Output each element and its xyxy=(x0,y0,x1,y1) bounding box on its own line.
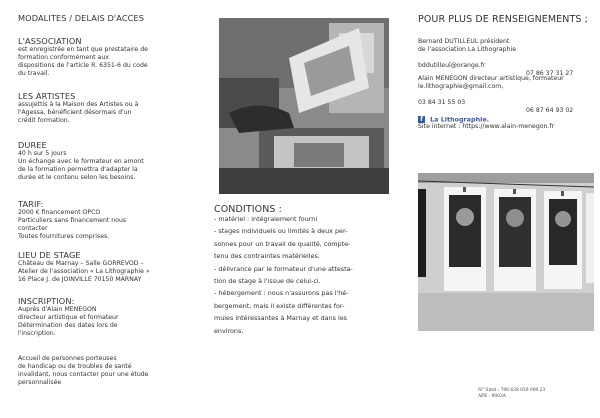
facebook-icon[interactable]: f xyxy=(418,116,425,123)
accessibility-text: Accueil de personnes porteuses de handicap ou de troubles de santé invalidant, nous contacter pour une étude personnalisée xyxy=(18,355,149,387)
contact2-line1: Alain MENEGON directeur artistique, formateur xyxy=(418,75,564,82)
condition-line: tenu des contraintes matérielles. xyxy=(214,252,320,261)
tarif-text: 2000 € financement OPCO Particuliers sans financement nous contacter Toutes fournitures comprises. xyxy=(18,209,127,241)
contact1-line2: de l'association La Lithographie xyxy=(418,46,517,54)
prints-photo xyxy=(418,173,594,331)
lieu-heading: LIEU DE STAGE xyxy=(18,250,81,260)
artists-heading: LES ARTISTES xyxy=(18,91,76,101)
conditions-list xyxy=(214,213,394,337)
contact1-email[interactable]: bddutilleul@orange.fr xyxy=(418,62,486,70)
inscription-heading: INSCRIPTION: xyxy=(18,296,75,306)
contact2-phone1[interactable]: 03 84 31 55 03 xyxy=(418,99,466,107)
info-title: POUR PLUS DE RENSEIGNEMENTS ; xyxy=(418,14,588,25)
condition-line: bergement, mais il existe différentes for- xyxy=(214,301,345,310)
inscription-text: Auprès d'Alain MENEGON directeur artistique et formateur Détermination des dates lors de l'inscription. xyxy=(18,306,119,338)
contact1-line1: Bernard DUTILLEUL président xyxy=(418,38,510,45)
ape-code: APE : 9003A xyxy=(478,394,506,399)
duration-text: 40 h sur 5 jours Un échange avec le formateur en amont de la formation permettra d'adapter la durée et le contenu selon les besoins. xyxy=(18,150,144,182)
artists-text: assujettis à la Maison des Artistes ou à l'Agessa, bénéficient désormais d'un crédit formation. xyxy=(18,101,139,125)
contact2-phone2[interactable]: 06 87 64 93 02 xyxy=(526,107,574,115)
condition-line: sonnes pour un travail de qualité, compte- xyxy=(214,239,351,248)
condition-line: tion de stage à l'issue de celui-ci. xyxy=(214,277,321,286)
facebook-link[interactable]: La Lithographie. xyxy=(430,115,490,124)
workshop-photo xyxy=(219,18,389,194)
conditions-title: CONDITIONS : xyxy=(214,204,282,215)
website-link[interactable]: Site internet : https://www.alain-menegon.fr xyxy=(418,123,555,130)
contact2-email[interactable]: le.lithographie@gmail.com, xyxy=(418,83,504,91)
condition-line: - hébergement : nous n'assurons pas l'hé- xyxy=(214,289,349,298)
modalites-title: MODALITES / DELAIS D'ACCES xyxy=(18,13,145,23)
condition-line: mules intéressantes à Marnay et dans les xyxy=(214,314,348,323)
condition-line: environs. xyxy=(214,326,244,335)
siret-number: N° Siret : 788 638 059 000 23 xyxy=(478,388,546,393)
contact1-phone[interactable]: 07 86 37 31 27 xyxy=(526,70,574,78)
duration-heading: DUREE xyxy=(18,140,47,150)
association-heading: L'ASSOCIATION xyxy=(18,36,82,46)
lieu-text: Château de Marnay – Salle GORREVOD – Atelier de l'association « La Lithographie » 16 Place J. de JOINVILLE 70150 MARNAY xyxy=(18,260,150,284)
tarif-heading: TARIF: xyxy=(18,199,44,209)
association-text: est enregistrée en tant que prestataire de formation conformément aux dispositions de l'article R. 6351-6 du code du travail. xyxy=(18,46,148,78)
condition-line: - matériel : intégralement fourni xyxy=(214,215,318,223)
condition-line: - stages individuels ou limités à deux per- xyxy=(214,227,348,236)
condition-line: - délivrance par le formateur d'une attesta- xyxy=(214,264,353,273)
